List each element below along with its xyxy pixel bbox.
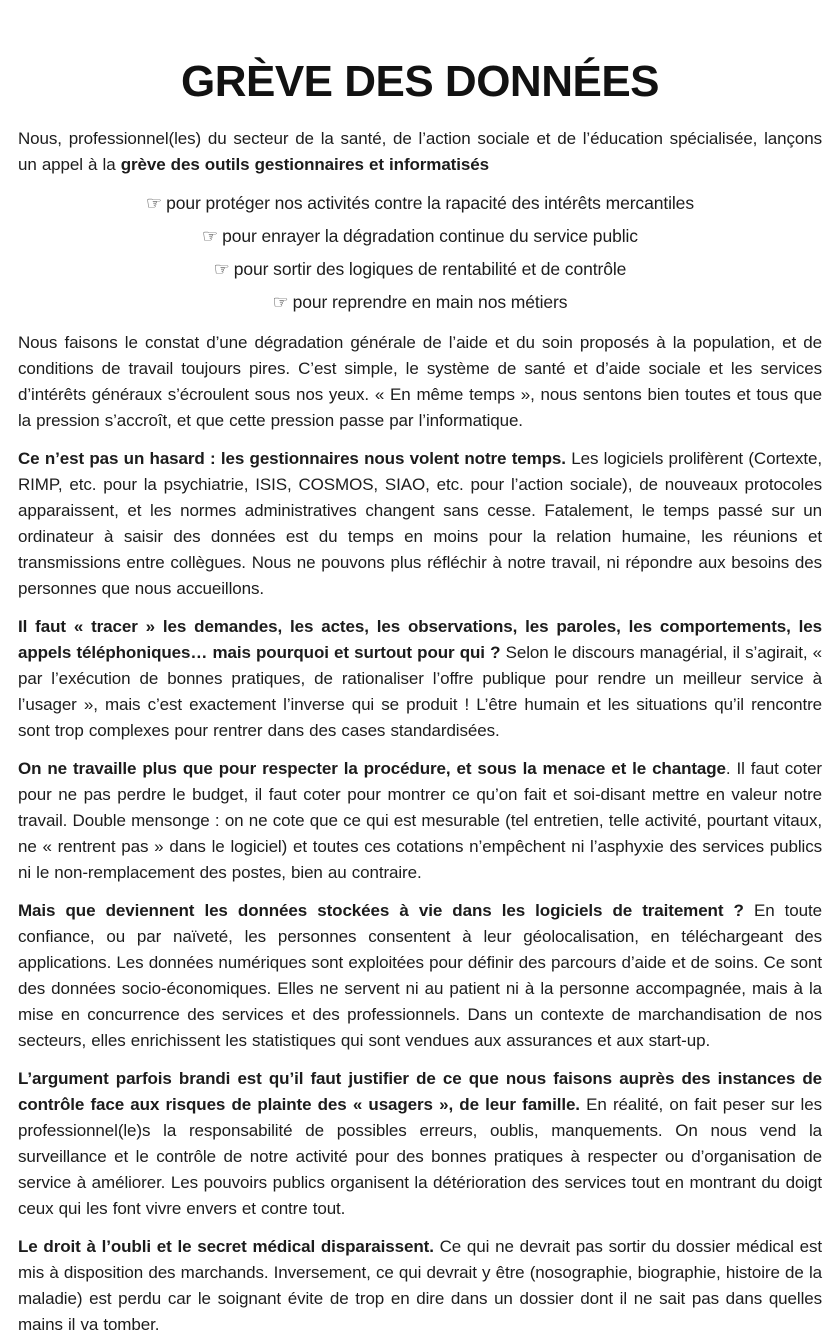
list-item-text: pour enrayer la dégradation continue du service public xyxy=(222,225,638,246)
paragraph-lead: L’argument parfois brandi est qu’il faut justifier de ce que nous faisons auprès des instances de contrôle face aux risques de plainte des « usagers », de leur famille. xyxy=(18,1068,822,1114)
paragraph-lead: Ce n’est pas un hasard : les gestionnaires nous volent notre temps. xyxy=(18,448,566,468)
paragraph xyxy=(18,330,822,434)
paragraph xyxy=(18,1234,822,1338)
paragraph-lead: Mais que deviennent les données stockées à vie dans les logiciels de traitement ? xyxy=(18,900,744,920)
intro-paragraph xyxy=(18,126,822,178)
pointing-finger-icon: ☞ xyxy=(272,291,289,313)
list-item-text: pour protéger nos activités contre la rapacité des intérêts mercantiles xyxy=(166,192,694,213)
list-item xyxy=(18,190,822,217)
paragraph-lead: Le droit à l’oubli et le secret médical disparaissent. xyxy=(18,1236,434,1256)
page-title: GRÈVE DES DONNÉES xyxy=(180,57,660,106)
list-item-text: pour sortir des logiques de rentabilité et de contrôle xyxy=(233,258,627,279)
paragraph-text: Nous faisons le constat d’une dégradation générale de l’aide et du soin proposés à la population, et de conditions de travail toujours pires. C’est simple, le système de santé et d’aide sociale et les services d’intérêts généraux s’écroulent sous nos yeux. « En même temps », nous sentons bien toutes et tous que la pression s’accroît, et que cette pression passe par l’informatique. xyxy=(18,332,822,430)
pointing-finger-icon: ☞ xyxy=(202,225,219,247)
list-item-text: pour reprendre en main nos métiers xyxy=(292,291,568,312)
paragraph-text: En toute confiance, ou par naïveté, les personnes consentent à leur géolocalisation, en téléchargeant des applications. Les données numériques sont exploitées pour définir des parcours d’aide et de soins. Ce sont des données socio-économiques. Elles ne servent ni au patient ni à la personne accompagnée, mais à la mise en concurrence des services et des professionnels. Dans un contexte de marchandisation de nos secteurs, elles enrichissent les statistiques qui sont vendues aux assurances et aux start-up. xyxy=(18,900,822,1050)
paragraph xyxy=(18,898,822,1054)
list-item xyxy=(18,223,822,250)
paragraph-lead: On ne travaille plus que pour respecter la procédure, et sous la menace et le chantage xyxy=(18,758,726,778)
list-item xyxy=(18,256,822,283)
demands-list xyxy=(18,190,822,316)
list-item xyxy=(18,289,822,316)
paragraph-text: En réalité, on fait peser sur les professionnel(le)s la responsabilité de possibles erreurs, oublis, manquements. On nous vend la surveillance et le contrôle de notre activité pour des bonnes pratiques à respecter ou d’organisation de service à améliorer. Les pouvoirs publics organisent la détérioration des services tout en montrant du doigt ceux qui les font vivre envers et contre tout. xyxy=(18,1094,822,1218)
paragraph xyxy=(18,614,822,744)
paragraph-text: . Il faut coter pour ne pas perdre le budget, il faut coter pour montrer ce qu’on fait et soi-disant mettre en valeur notre travail. Double mensonge : on ne cote que ce qui est mesurable (tel entretien, telle activité, pourtant vitaux, ne « rentrent pas » dans le logiciel) et toutes ces cotations n’empêchent ni l’asphyxie des services publics ni le non-remplacement des postes, bien au contraire. xyxy=(18,758,822,882)
pointing-finger-icon: ☞ xyxy=(146,192,163,214)
intro-bold-text: grève des outils gestionnaires et informatisés xyxy=(120,154,489,174)
paragraph-lead: Il faut « tracer » les demandes, les actes, les observations, les paroles, les comportements, les appels téléphoniques… mais pourquoi et surtout pour qui ? xyxy=(18,616,822,662)
pointing-finger-icon: ☞ xyxy=(213,258,230,280)
paragraph xyxy=(18,1066,822,1222)
paragraph-text: Selon le discours managérial, il s’agirait, « par l’exécution de bonnes pratiques, de rationaliser l’offre publique pour rendre un meilleur service à l’usager », mais c’est exactement l’inverse qui se produit ! L’être humain et les situations qu’il rencontre sont trop complexes pour rentrer dans des cases standardisées. xyxy=(18,642,822,740)
paragraph-text: Les logiciels prolifèrent (Cortexte, RIMP, etc. pour la psychiatrie, ISIS, COSMOS, SIAO, etc. pour l’action sociale), de nouveaux protocoles apparaissent, et les normes administratives changent sans cesse. Fatalement, le temps passé sur un ordinateur à saisir des données est du temps en moins pour la relation humaine, les réunions et transmissions entre collègues. Nous ne pouvons plus réfléchir à notre travail, ni répondre aux besoins des personnes que nous accueillons. xyxy=(18,448,823,598)
paragraph xyxy=(18,446,822,602)
paragraph xyxy=(18,756,822,886)
intro-text: Nous, professionnel(les) du secteur de la santé, de l’action sociale et de l’éducation spécialisée, lançons un appel à la xyxy=(18,128,822,174)
paragraph-text: Ce qui ne devrait pas sortir du dossier médical est mis à disposition des marchands. Inversement, ce qui devrait y être (nosographie, biographie, histoire de la maladie) est perdu car le soignant évite de trop en dire dans un dossier dont il ne sait pas dans quelles mains il va tomber. xyxy=(18,1236,822,1334)
